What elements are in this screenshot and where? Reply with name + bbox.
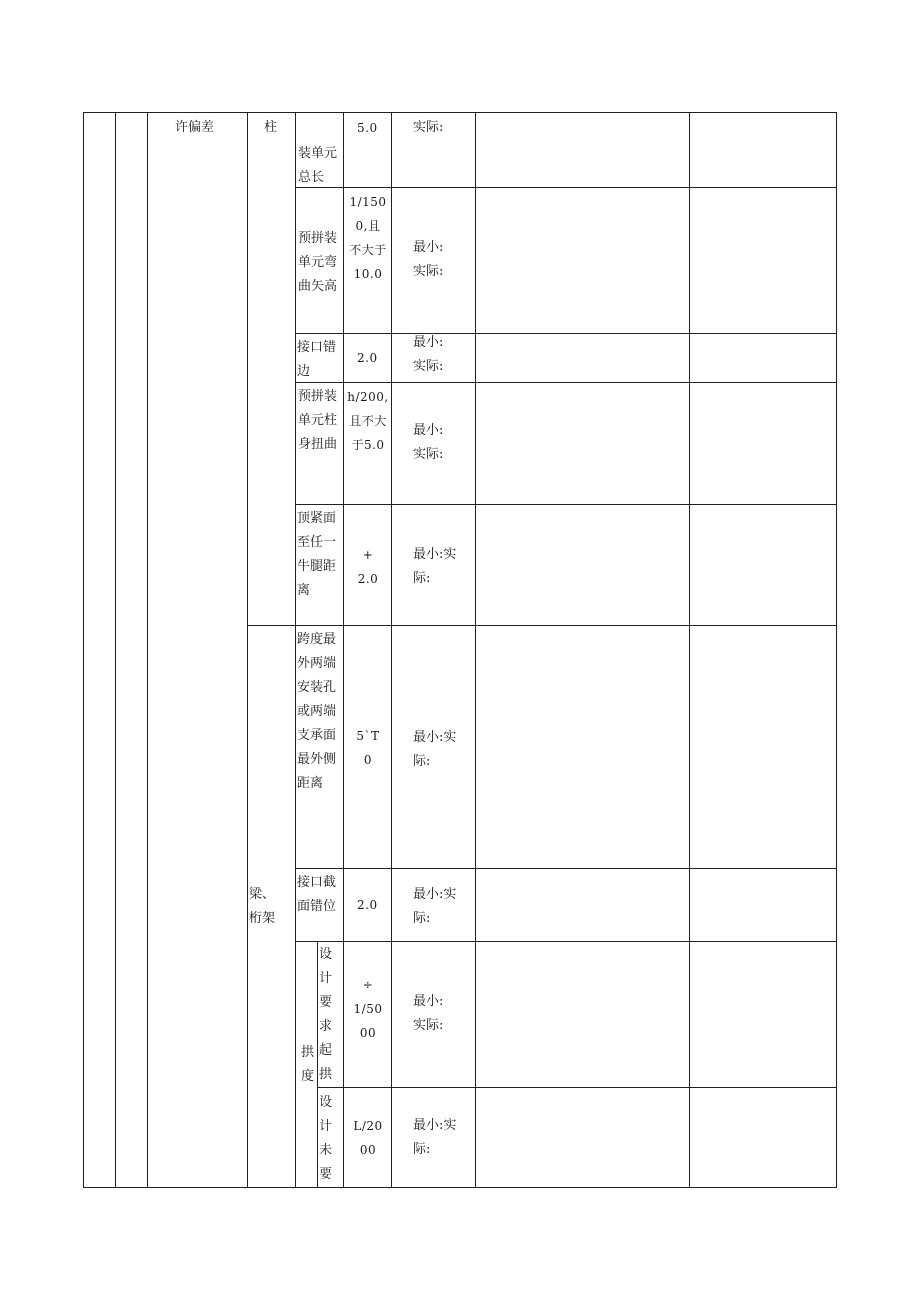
row-tolerance: h/200, 且不大 于5.0 bbox=[347, 390, 389, 452]
table-row-line bbox=[295, 382, 837, 383]
table-divider bbox=[475, 112, 476, 1187]
table-divider bbox=[115, 112, 116, 1187]
table-border-top bbox=[83, 112, 837, 113]
table-row-line bbox=[247, 625, 837, 626]
row-tolerance: 5.0 bbox=[357, 121, 378, 135]
table-row-line bbox=[295, 868, 837, 869]
table-divider bbox=[147, 112, 148, 1187]
table-divider bbox=[689, 112, 690, 1187]
row-measure: 最小: 实际: bbox=[413, 335, 444, 374]
row-tolerance: 2.0 bbox=[357, 898, 378, 912]
row-tolerance: ÷ 1/50 00 bbox=[353, 978, 383, 1040]
table-divider bbox=[247, 112, 248, 1187]
row-item-main: 拱 度 bbox=[301, 1045, 315, 1084]
table-border-bottom bbox=[83, 1187, 837, 1188]
row-item: 预拼装 单元弯 曲矢高 bbox=[298, 231, 338, 294]
row-tolerance: 5`T 0 bbox=[356, 729, 380, 767]
row-item: 设 计 要 求 起 拱 bbox=[319, 947, 333, 1082]
row-measure: 最小: 实际: bbox=[413, 994, 444, 1033]
row-tolerance: 2.0 bbox=[357, 351, 378, 365]
table-row-line bbox=[317, 1087, 837, 1088]
row-measure: 实际: bbox=[413, 120, 444, 135]
row-tolerance: + 2.0 bbox=[357, 548, 379, 586]
row-measure: 最小: 实际: bbox=[413, 423, 444, 462]
table-row-line bbox=[295, 333, 837, 334]
row-tolerance: L/20 00 bbox=[353, 1119, 383, 1157]
row-item: 跨度最 外两端 安装孔 或两端 支承面 最外侧 距离 bbox=[297, 632, 337, 791]
table-row-line bbox=[295, 941, 837, 942]
beam-category: 梁、 桁架 bbox=[249, 887, 276, 926]
table-border-left bbox=[83, 112, 84, 1187]
table-divider-sub bbox=[317, 941, 318, 1187]
column-category: 柱 bbox=[264, 120, 278, 135]
table-row-line bbox=[295, 504, 837, 505]
group-label: 许偏差 bbox=[175, 120, 215, 135]
row-measure: 最小: 实际: bbox=[413, 240, 444, 279]
row-item: 设 计 未 要 bbox=[319, 1095, 333, 1182]
row-measure: 最小:实 际: bbox=[413, 547, 457, 586]
table-border-right bbox=[836, 112, 837, 1187]
row-measure: 最小:实 际: bbox=[413, 730, 457, 769]
row-measure: 最小:实 际: bbox=[413, 1118, 457, 1157]
row-measure: 最小:实 际: bbox=[413, 887, 457, 926]
table-divider bbox=[295, 112, 296, 1187]
row-item: 装单元 总长 bbox=[298, 146, 338, 185]
table-row-line bbox=[295, 187, 837, 188]
row-item: 顶紧面 至任一 牛腿距 离 bbox=[297, 511, 337, 598]
row-tolerance: 1/150 0,且 不大于 10.0 bbox=[349, 195, 387, 281]
row-item: 接口截 面错位 bbox=[297, 875, 337, 914]
row-item: 预拼装 单元柱 身扭曲 bbox=[298, 389, 338, 452]
row-item: 接口错 边 bbox=[297, 340, 337, 379]
